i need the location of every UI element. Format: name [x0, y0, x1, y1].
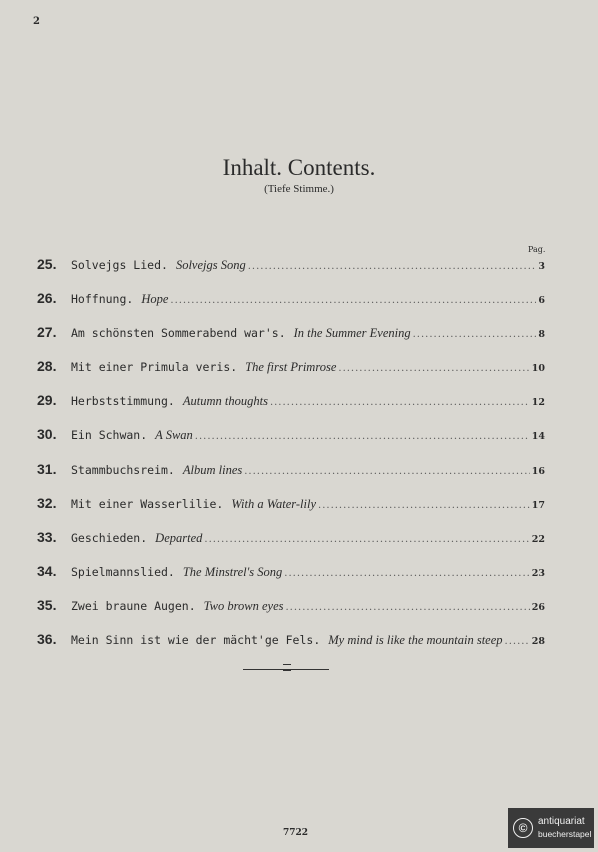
- dot-leader: [505, 625, 530, 659]
- entry-german-title: Spielmannslied.: [71, 564, 175, 579]
- entry-page: 8: [538, 329, 545, 341]
- toc-entry: [37, 281, 545, 315]
- toc-entry: [37, 554, 545, 588]
- toc-entry: [37, 452, 545, 486]
- entry-page: 12: [531, 397, 545, 409]
- stamp-text: [538, 816, 591, 840]
- toc-entry: [37, 383, 545, 417]
- entry-number: 33.: [37, 528, 57, 545]
- dot-leader: [244, 455, 530, 489]
- entry-german-title: Mit einer Wasserlilie.: [71, 496, 224, 511]
- stamp-line-2: buecherstapel: [538, 829, 592, 839]
- toc-entry: [37, 520, 545, 554]
- entry-english-title: A Swan: [155, 428, 193, 443]
- entry-page: 17: [531, 499, 545, 511]
- toc-entry: [37, 622, 545, 656]
- ornament-mark: [283, 664, 291, 671]
- entry-german-title: Mein Sinn ist wie der mächt'ge Fels.: [71, 633, 321, 648]
- entry-german-title: Solvejgs Lied.: [71, 258, 168, 272]
- entry-german-title: Hoffnung.: [71, 292, 134, 307]
- dot-leader: [338, 352, 529, 386]
- entry-german-title: Mit einer Primula veris.: [71, 360, 238, 375]
- entry-english-title: Hope: [141, 292, 169, 307]
- dot-leader: [318, 489, 530, 523]
- entry-german-title: Stammbuchsreim.: [71, 462, 175, 477]
- entry-english-title: In the Summer Evening: [293, 326, 411, 341]
- entry-number: 34.: [37, 562, 57, 579]
- dot-leader: [270, 386, 530, 420]
- entry-number: 29.: [37, 392, 57, 409]
- entry-number: 31.: [37, 460, 57, 477]
- entry-english-title: Autumn thoughts: [182, 394, 268, 409]
- entry-page: 6: [538, 295, 545, 307]
- toc-entry: [37, 486, 545, 520]
- toc-entry: [37, 315, 545, 349]
- entry-page: 23: [531, 567, 545, 579]
- watermark-stamp: [508, 808, 594, 848]
- entry-german-title: Am schönsten Sommerabend war's.: [71, 326, 286, 341]
- dot-leader: [284, 557, 529, 591]
- entry-english-title: The Minstrel's Song: [182, 564, 283, 579]
- entry-page: 3: [538, 261, 545, 272]
- entry-page: 26: [531, 601, 545, 613]
- entry-english-title: Two brown eyes: [203, 598, 284, 613]
- entry-number: 25.: [37, 256, 57, 272]
- entry-number: 28.: [37, 358, 57, 375]
- entry-english-title: Album lines: [182, 462, 243, 477]
- entry-german-title: Ein Schwan.: [71, 428, 148, 443]
- entry-english-title: My mind is like the mountain steep: [328, 633, 503, 648]
- entry-number: 27.: [37, 324, 57, 341]
- entry-page: 16: [531, 465, 545, 477]
- stamp-line-1: antiquariat: [538, 816, 585, 827]
- entry-number: 36.: [37, 631, 57, 648]
- dot-leader: [170, 284, 536, 318]
- entry-english-title: The first Primrose: [245, 360, 337, 375]
- dot-leader: [285, 591, 529, 625]
- entry-german-title: Herbststimmung.: [71, 394, 175, 409]
- copyright-icon: ©: [513, 818, 533, 838]
- plate-number: 7722: [283, 828, 309, 838]
- entry-page: 14: [531, 431, 545, 443]
- entry-number: 32.: [37, 494, 57, 511]
- entry-english-title: With a Water-lily: [231, 496, 317, 511]
- entry-number: 26.: [37, 290, 57, 307]
- entry-english-title: Departed: [155, 530, 203, 545]
- entry-number: 35.: [37, 596, 57, 613]
- dot-leader: [195, 420, 530, 454]
- entry-english-title: Solvejgs Song: [175, 258, 246, 272]
- entry-page: 28: [531, 636, 545, 648]
- page-column-label: Pag.: [528, 245, 546, 254]
- entry-page: 10: [531, 363, 545, 375]
- entry-page: 22: [531, 533, 545, 545]
- dot-leader: [248, 250, 537, 284]
- toc-entry: [37, 349, 545, 383]
- toc-entry: [37, 588, 545, 622]
- dot-leader: [204, 523, 529, 557]
- entry-german-title: Geschieden.: [71, 530, 148, 545]
- page-title: Inhalt. Contents.: [222, 155, 376, 180]
- toc-entry: [37, 247, 545, 281]
- page-subtitle: (Tiefe Stimme.): [264, 183, 334, 195]
- dot-leader: [413, 318, 537, 352]
- entry-german-title: Zwei braune Augen.: [71, 598, 196, 613]
- entry-number: 30.: [37, 426, 57, 443]
- toc-entry: [37, 417, 545, 451]
- table-of-contents: [37, 247, 545, 656]
- page-number: 2: [33, 16, 40, 27]
